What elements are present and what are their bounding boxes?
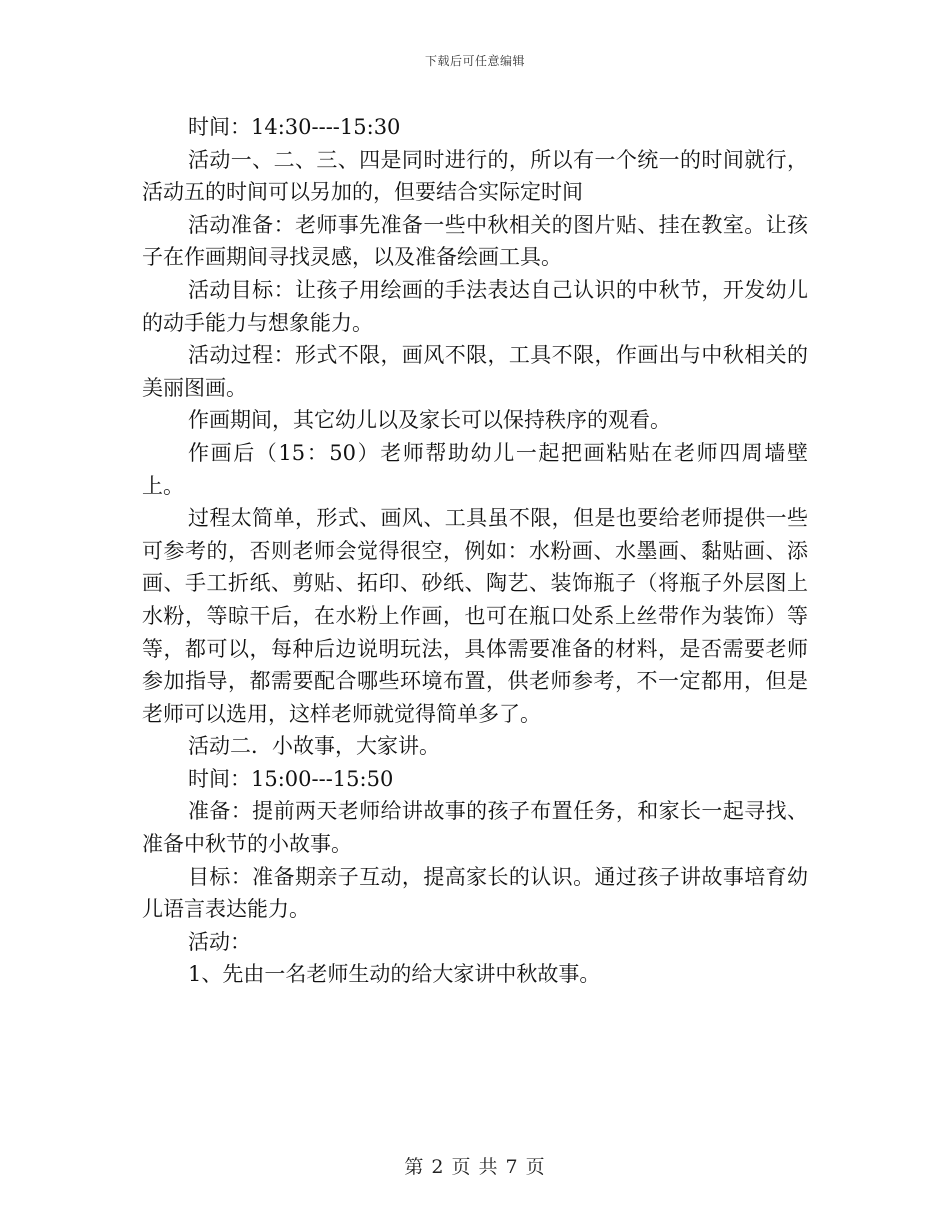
paragraph-activity-process: 活动过程：形式不限，画风不限，工具不限，作画出与中秋相关的美丽图画。 [142, 343, 808, 400]
paragraph-activity-schedule: 活动一、二、三、四是同时进行的，所以有一个统一的时间就行，活动五的时间可以另加的，但要结合实际定时间 [142, 147, 808, 205]
paragraph-activity-two-title: 活动二．小故事，大家讲。 [188, 734, 440, 759]
paragraph-activity-label: 活动： [188, 929, 251, 954]
paragraph-activity-preparation: 活动准备：老师事先准备一些中秋相关的图片贴、挂在教室。让孩子在作画期间寻找灵感，以及准备绘画工具。 [142, 212, 808, 270]
page-header-note: 下载后可任意编辑 [424, 54, 525, 68]
paragraph-after-drawing: 作画后（15：50）老师帮助幼儿一起把画粘贴在老师四周墙壁上。 [142, 440, 808, 498]
paragraph-suggestions: 过程太简单，形式、画风、工具虽不限，但是也要给老师提供一些可参考的，否则老师会觉得很空，例如：水粉画、水墨画、黏贴画、添画、手工折纸、剪贴、拓印、砂纸、陶艺、装饰瓶子（将瓶子外层图上水粉，等晾干后，在水粉上作画，也可在瓶口处系上丝带作为装饰）等等，都可以，每种后边说明玩法，具体需要准备的材料，是否需要老师参加指导，都需要配合哪些环境布置，供老师参考，不一定都用，但是老师可以选用，这样老师就觉得简单多了。 [142, 506, 808, 726]
paragraph-time-2: 时间：15:00---15:50 [188, 766, 394, 791]
paragraph-goal-2: 目标：准备期亲子互动，提高家长的认识。通过孩子讲故事培育幼儿语言表达能力。 [142, 864, 808, 922]
paragraph-step-1: 1、先由一名老师生动的给大家讲中秋故事。 [188, 962, 601, 987]
paragraph-preparation-2: 准备：提前两天老师给讲故事的孩子布置任务，和家长一起寻找、准备中秋节的小故事。 [142, 799, 808, 857]
page-number: 第 2 页 共 7 页 [404, 1156, 546, 1178]
document-body [142, 111, 808, 991]
paragraph-time-1: 时间：14:30----15:30 [188, 115, 401, 139]
paragraph-activity-goal: 活动目标：让孩子用绘画的手法表达自己认识的中秋节，开发幼儿的动手能力与想象能力。 [142, 277, 808, 335]
paragraph-viewing: 作画期间，其它幼儿以及家长可以保持秩序的观看。 [188, 408, 671, 433]
